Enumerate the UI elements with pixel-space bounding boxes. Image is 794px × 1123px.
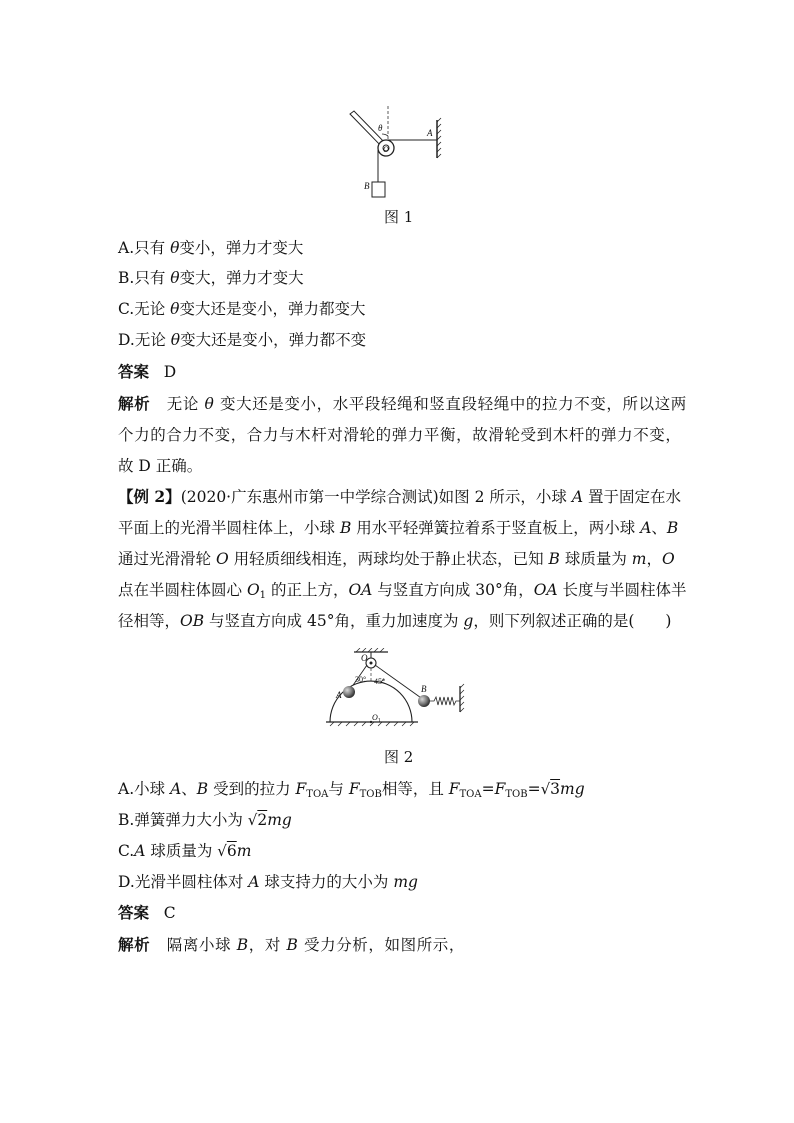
q2-option-d: D.光滑半圆柱体对 A 球支持力的大小为 mg [118, 873, 418, 891]
example-tag: 【例 2】 [118, 487, 181, 506]
answer-label: 答案 [118, 362, 150, 381]
q1-analysis-line-3: 故 D 正确。 [118, 457, 203, 475]
q1-option-a: A.只有 θ变小，弹力才变大 [118, 239, 304, 257]
figure-1-caption: 图 1 [384, 208, 414, 226]
figure-1-diagram [340, 104, 460, 204]
figure-2-caption: 图 2 [384, 748, 414, 766]
q2-analysis-line-1: 解析 隔离小球 B，对 B 受力分析，如图所示， [118, 935, 465, 954]
analysis-label: 解析 [118, 394, 151, 413]
q1-option-b: B.只有 θ变大，弹力才变大 [118, 269, 304, 287]
analysis-label: 解析 [118, 935, 151, 954]
fig2-label-o1: $O_1$ [372, 713, 381, 724]
fig2-label-b: B [421, 684, 427, 694]
q1-analysis-line-2: 个力的合力不变，合力与木杆对滑轮的弹力平衡，故滑轮受到木杆的弹力不变， [118, 426, 682, 444]
answer-value: D [163, 363, 177, 381]
q2-option-a: A.小球 A、B 受到的拉力 $F_{TOA}$与 $F_{TOB}$相等，且 $F_{TOA}=F_{TOB}=√3mg$ [118, 780, 585, 800]
example2-line-1: 【例 2】(2020·广东惠州市第一中学综合测试)如图 2 所示，小球 A 置于固定在水 [118, 487, 681, 506]
figure-2-diagram [326, 648, 476, 736]
fig1-label-theta: θ [378, 123, 383, 133]
q1-option-c: C.无论 θ变大还是变小，弹力都变大 [118, 300, 366, 318]
example2-line-3: 通过光滑滑轮 O 用轻质细线相连，两球均处于静止状态，已知 B 球质量为 m，O [118, 550, 675, 568]
fig1-label-o: O [383, 145, 389, 154]
example2-line-2: 平面上的光滑半圆柱体上，小球 B 用水平轻弹簧拉着系于竖直板上，两小球 A、B [118, 519, 679, 537]
q1-option-d: D.无论 θ变大还是变小，弹力都不变 [118, 331, 367, 349]
q2-option-c: C.A 球质量为 √6m [118, 842, 252, 860]
fig2-label-o: O [361, 653, 368, 663]
answer-label: 答案 [118, 903, 150, 922]
example2-line-5: 径相等，OB 与竖直方向成 45°角，重力加速度为 g，则下列叙述正确的是( ) [118, 612, 672, 630]
q2-answer [118, 903, 176, 923]
fig2-label-a: A [336, 690, 342, 700]
fig1-label-b: B [364, 181, 370, 191]
answer-value: C [163, 904, 176, 922]
q2-option-b: B.弹簧弹力大小为 √2mg [118, 811, 292, 829]
fig2-label-45: 45° [374, 677, 386, 686]
fig2-label-30: 30° [355, 675, 367, 684]
q1-answer [118, 362, 176, 382]
example2-line-4: 点在半圆柱体圆心 $O_1$ 的正上方，OA 与竖直方向成 30°角，OA 长度与半圆柱体半 [118, 581, 687, 601]
q1-analysis-line-1: 解析 无论 θ 变大还是变小，水平段轻绳和竖直段轻绳中的拉力不变，所以这两 [118, 394, 687, 413]
fig1-label-a: A [427, 128, 433, 138]
